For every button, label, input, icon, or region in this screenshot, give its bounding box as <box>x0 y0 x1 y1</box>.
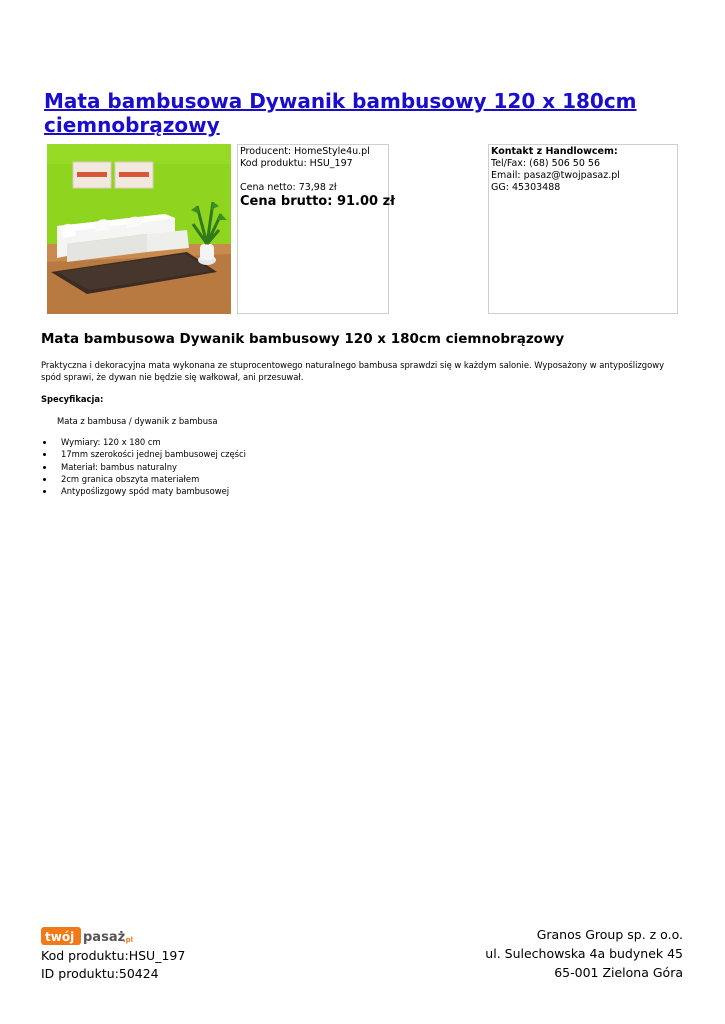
spacer <box>240 170 386 182</box>
product-photo <box>47 144 231 314</box>
gross-price: Cena brutto: 91.00 zł <box>240 194 396 209</box>
contact-heading: Kontakt z Handlowcem: <box>491 146 618 157</box>
product-description: Praktyczna i dekoracyjna mata wykonana ze stuprocentowego naturalnego bambusa sprawdzi się w każdym salonie. Wyposażony w antypoślizgowy spód sprawi, że dywan nie będzie się wałkował, ani przesuwał. <box>41 360 665 382</box>
spec-item: 2cm granica obszyta materiałem <box>41 473 246 485</box>
spec-item: Wymiary: 120 x 180 cm <box>41 436 246 448</box>
spec-list <box>41 436 246 497</box>
spec-subtitle: Mata z bambusa / dywanik z bambusa <box>57 416 218 426</box>
twojpasaz-logo <box>41 925 136 947</box>
footer-product-ids <box>41 947 185 983</box>
logo-text-a: twój <box>45 930 75 944</box>
net-price: Cena netto: 73,98 zł <box>240 182 337 193</box>
footer-company-address <box>485 925 683 982</box>
footer-street: ul. Sulechowska 4a budynek 45 <box>485 946 683 961</box>
footer-company: Granos Group sp. z o.o. <box>536 927 683 942</box>
footer-city: 65-001 Zielona Góra <box>554 965 683 980</box>
product-code: Kod produktu: HSU_197 <box>240 158 353 169</box>
spec-item: Materiał: bambus naturalny <box>41 461 246 473</box>
logo-text-b: pasaż <box>83 930 126 945</box>
contact-gg: GG: 45303488 <box>491 182 561 193</box>
product-photo-image <box>47 144 231 314</box>
footer-product-id: ID produktu:50424 <box>41 966 159 981</box>
product-title-link[interactable]: Mata bambusowa Dywanik bambusowy 120 x 180cm ciemnobrązowy <box>44 89 637 137</box>
product-info-box <box>237 144 396 314</box>
contact-box <box>488 144 678 314</box>
logo-text-c: .pl <box>123 936 134 944</box>
spec-item: Antypoślizgowy spód maty bambusowej <box>41 485 246 497</box>
footer-product-code: Kod produktu:HSU_197 <box>41 948 186 963</box>
product-heading: Mata bambusowa Dywanik bambusowy 120 x 180cm ciemnobrązowy <box>41 331 565 347</box>
contact-email: Email: pasaz@twojpasaz.pl <box>491 170 620 181</box>
producer: Producent: HomeStyle4u.pl <box>240 146 370 157</box>
spec-item: 17mm szerokości jednej bambusowej części <box>41 448 246 460</box>
contact-phone: Tel/Fax: (68) 506 50 56 <box>491 158 600 169</box>
spec-label: Specyfikacja: <box>41 394 104 404</box>
